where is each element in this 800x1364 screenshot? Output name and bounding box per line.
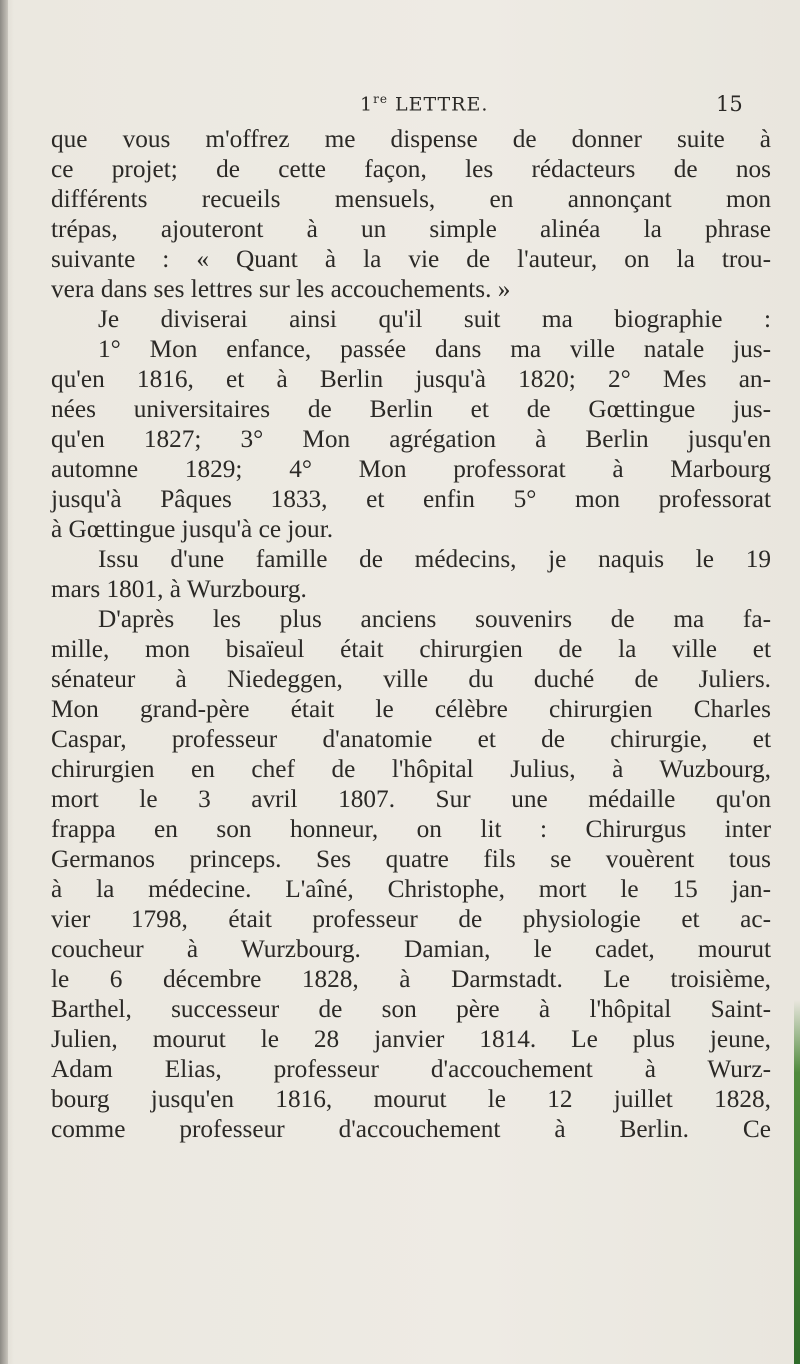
text-line: 1° Mon enfance, passée dans ma ville natale jus- bbox=[98, 335, 771, 363]
text-line: Adam Elias, professeur d'accouchement à Wurz- bbox=[51, 1055, 771, 1083]
chapter-number: 1 bbox=[360, 93, 374, 116]
text-line: différents recueils mensuels, en annonçant mon bbox=[51, 185, 771, 213]
text-line: jusqu'à Pâques 1833, et enfin 5° mon professorat bbox=[51, 485, 771, 513]
chapter-ordinal: re bbox=[373, 92, 388, 106]
text-line: le 6 décembre 1828, à Darmstadt. Le troisième, bbox=[51, 965, 771, 993]
text-line: Je diviserai ainsi qu'il suit ma biographie : bbox=[98, 305, 771, 333]
text-line: suivante : « Quant à la vie de l'auteur, on la trou- bbox=[51, 245, 771, 273]
text-line: à Gœttingue jusqu'à ce jour. bbox=[51, 515, 334, 543]
text-line: que vous m'offrez me dispense de donner suite à bbox=[51, 125, 771, 153]
text-line: frappa en son honneur, on lit : Chirurgus inter bbox=[51, 815, 771, 843]
text-line: ce projet; de cette façon, les rédacteurs de nos bbox=[51, 155, 771, 183]
text-line: sénateur à Niedeggen, ville du duché de Juliers. bbox=[51, 665, 771, 693]
page-edge bbox=[794, 1000, 800, 1364]
body-text bbox=[51, 124, 771, 1144]
text-line: comme professeur d'accouchement à Berlin. Ce bbox=[51, 1115, 771, 1143]
text-line: Caspar, professeur d'anatomie et de chirurgie, et bbox=[51, 725, 771, 753]
text-line: D'après les plus anciens souvenirs de ma fa- bbox=[98, 605, 771, 633]
text-line: mars 1801, à Wurzbourg. bbox=[51, 575, 307, 603]
text-line: Germanos princeps. Ses quatre fils se vouèrent tous bbox=[51, 845, 771, 873]
page-number: 15 bbox=[716, 92, 743, 116]
text-line: bourg jusqu'en 1816, mourut le 12 juillet 1828, bbox=[51, 1085, 771, 1113]
text-line: coucheur à Wurzbourg. Damian, le cadet, mourut bbox=[51, 935, 771, 963]
chapter-title bbox=[360, 92, 488, 115]
text-line: Barthel, successeur de son père à l'hôpital Saint- bbox=[51, 995, 771, 1023]
page-spine-shadow bbox=[0, 0, 8, 1364]
text-line: Mon grand-père était le célèbre chirurgien Charles bbox=[51, 695, 771, 723]
text-line: vera dans ses lettres sur les accouchements. » bbox=[51, 275, 511, 303]
text-line: mort le 3 avril 1807. Sur une médaille qu'on bbox=[51, 785, 771, 813]
text-line: chirurgien en chef de l'hôpital Julius, à Wuzbourg, bbox=[51, 755, 771, 783]
text-line: nées universitaires de Berlin et de Gœttingue jus- bbox=[51, 395, 771, 423]
chapter-label: LETTRE. bbox=[387, 93, 489, 116]
text-line: à la médecine. L'aîné, Christophe, mort le 15 jan- bbox=[51, 875, 771, 903]
text-line: automne 1829; 4° Mon professorat à Marbourg bbox=[51, 455, 771, 483]
text-line: qu'en 1816, et à Berlin jusqu'à 1820; 2° Mes an- bbox=[51, 365, 771, 393]
text-line: Julien, mourut le 28 janvier 1814. Le plus jeune, bbox=[51, 1025, 771, 1053]
text-line: vier 1798, était professeur de physiologie et ac- bbox=[51, 905, 771, 933]
text-line: mille, mon bisaïeul était chirurgien de la ville et bbox=[51, 635, 771, 663]
text-line: qu'en 1827; 3° Mon agrégation à Berlin jusqu'en bbox=[51, 425, 771, 453]
text-line: trépas, ajouteront à un simple alinéa la phrase bbox=[51, 215, 771, 243]
text-line: Issu d'une famille de médecins, je naquis le 19 bbox=[98, 545, 771, 573]
